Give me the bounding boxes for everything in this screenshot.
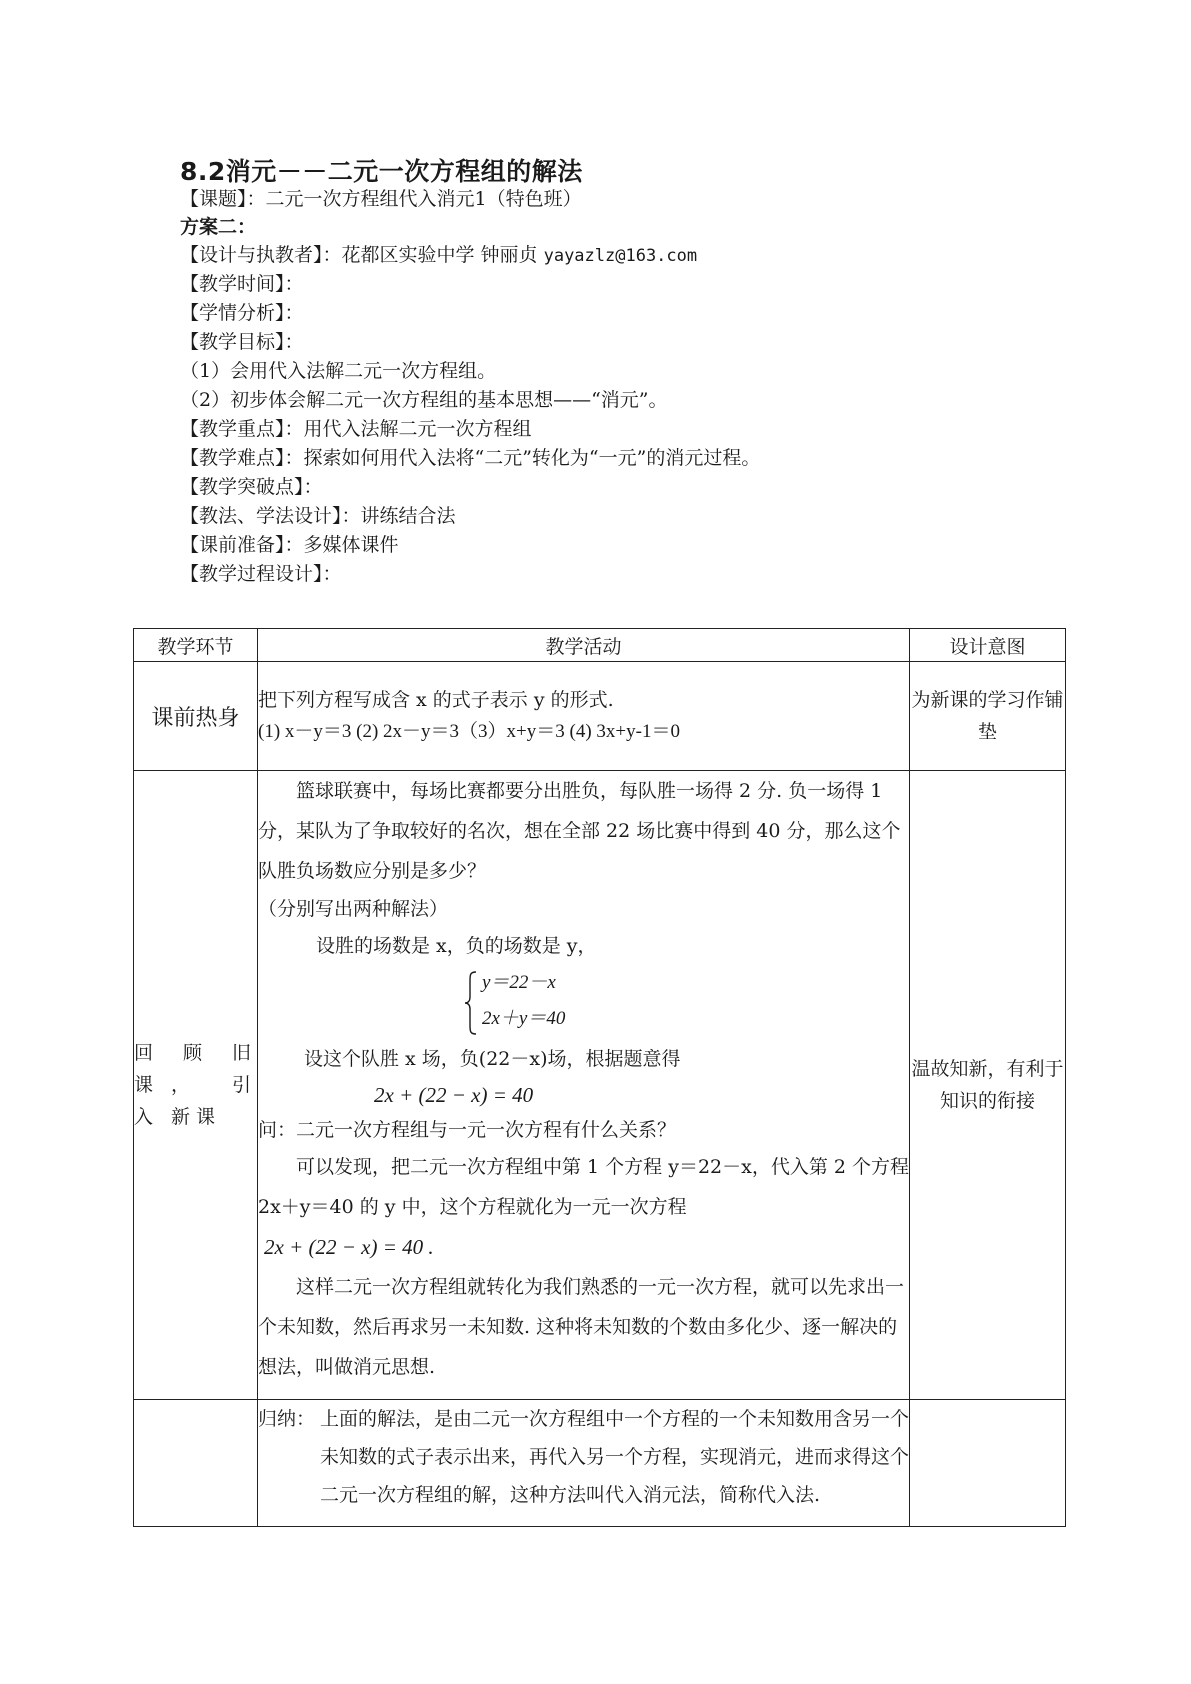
process-design-line: 【教学过程设计】： (180, 563, 342, 585)
discovery-text: 可以发现，把二元一次方程组中第 1 个方程 y＝22－x，代入第 2 个方程 2x＋y＝40 的 y 中，这个方程就化为一元一次方程 (258, 1156, 910, 1218)
review-activity-cell (258, 771, 910, 1400)
review-stage-cell: 回 顾 旧 课， 引 入 新课 (134, 771, 258, 1400)
header-stage: 教学环节 (134, 629, 258, 662)
table-header-row (134, 629, 1066, 662)
equation-2: 2x + (22 − x) = 40 . (264, 1235, 434, 1259)
teaching-time-line: 【教学时间】： (180, 273, 304, 295)
lesson-table (133, 628, 1066, 1527)
designer-line (180, 240, 697, 267)
table-row (134, 771, 1066, 1400)
warmup-equations: (1) x－y＝3 (2) 2x－y＝3（3）x+y＝3 (4) 3x+y-1＝0 (258, 721, 680, 742)
email-text: yayazlz@163.com (543, 246, 698, 266)
equation-1: 2x + (22 − x) = 40 (374, 1083, 534, 1107)
summary-intent-cell (910, 1400, 1066, 1527)
table-row (134, 1400, 1066, 1527)
breakthrough-line: 【教学突破点】： (180, 476, 323, 498)
difficulty-line: 【教学难点】：探索如何用代入法将“二元”转化为“一元”的消元过程。 (180, 447, 761, 469)
warmup-stage-cell: 课前热身 (134, 662, 258, 771)
two-methods-note: （分别写出两种解法） (258, 898, 449, 920)
summary-activity-cell (258, 1400, 910, 1527)
document-title: 8.2消元－－二元一次方程组的解法 (180, 157, 583, 186)
warmup-activity-cell (258, 662, 910, 771)
question-text: 问：二元一次方程组与一元一次方程有什么关系？ (258, 1119, 677, 1141)
variables-text: 设胜的场数是 x，负的场数是 y， (316, 935, 597, 957)
table-row (134, 662, 1066, 771)
preparation-line: 【课前准备】：多媒体课件 (180, 534, 399, 556)
designer-text: 【设计与执教者】：花都区实验中学 钟丽贞 (180, 244, 544, 266)
summary-stage-cell (134, 1400, 258, 1527)
summary-text: 上面的解法，是由二元一次方程组中一个方程的一个未知数用含另一个未知数的式子表示出来，再代入另一个方程，实现消元，进而求得这个二元一次方程组的解，这种方法叫代入消元法，简称代入法. (320, 1408, 910, 1506)
warmup-instruction: 把下列方程写成含 x 的式子表示 y 的形式. (258, 689, 614, 711)
method-line: 【教法、学法设计】：讲练结合法 (180, 505, 456, 527)
equation-system (468, 965, 909, 1041)
warmup-intent-cell: 为新课的学习作铺垫 (910, 662, 1066, 771)
header-intent: 设计意图 (910, 629, 1066, 662)
system-equation-2: 2x＋y＝40 (482, 1008, 566, 1029)
conclusion-text: 这样二元一次方程组就转化为我们熟悉的一元一次方程，就可以先求出一个未知数，然后再求另一未知数. 这种将未知数的个数由多化少、逐一解决的想法，叫做消元思想. (258, 1276, 905, 1378)
left-brace-icon (464, 971, 478, 1035)
setup-text: 设这个队胜 x 场，负(22－x)场，根据题意得 (304, 1048, 681, 1070)
summary-label: 归纳： (258, 1408, 316, 1430)
review-intent-cell: 温故知新，有利于知识的衔接 (910, 771, 1066, 1400)
goal-2-line: （2）初步体会解二元一次方程组的基本思想——“消元”。 (180, 389, 668, 411)
learning-analysis-line: 【学情分析】： (180, 302, 304, 324)
header-activity: 教学活动 (258, 629, 910, 662)
topic-line: 【课题】：二元一次方程组代入消元1（特色班） (180, 188, 582, 210)
plan-line: 方案二： (180, 216, 257, 238)
problem-text: 篮球联赛中，每场比赛都要分出胜负，每队胜一场得 2 分. 负一场得 1 分，某队为了争取较好的名次，想在全部 22 场比赛中得到 40 分，那么这个队胜负场数应分别是多少？ (258, 780, 901, 882)
goal-1-line: （1）会用代入法解二元一次方程组。 (180, 360, 497, 382)
system-equation-1: y＝22－x (482, 972, 556, 993)
key-point-line: 【教学重点】：用代入法解二元一次方程组 (180, 418, 532, 440)
teaching-goal-line: 【教学目标】： (180, 331, 304, 353)
